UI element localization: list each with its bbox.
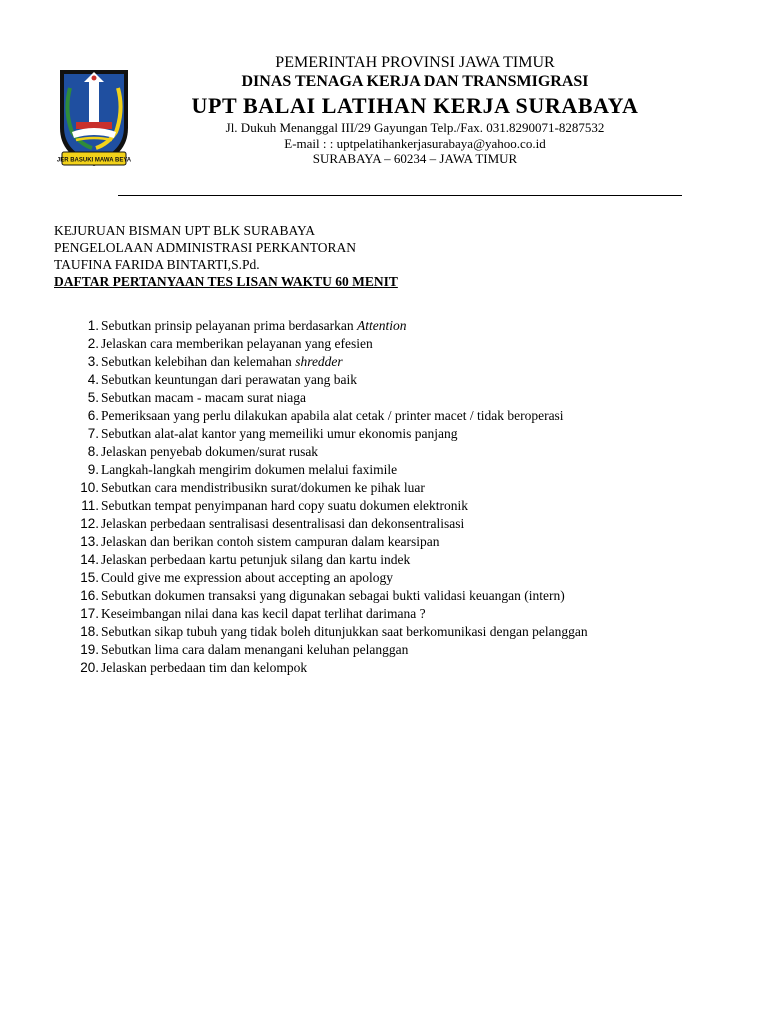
question-number: 13. bbox=[80, 534, 99, 549]
question-item bbox=[54, 515, 714, 533]
question-text-main: Keseimbangan nilai dana kas kecil dapat terlihat darimana ? bbox=[101, 606, 426, 621]
question-text-main: Jelaskan cara memberikan pelayanan yang efesien bbox=[101, 336, 373, 351]
question-item bbox=[54, 353, 714, 371]
question-number: 3. bbox=[87, 354, 99, 369]
question-text-main: Sebutkan cara mendistribusikn surat/dokumen ke pihak luar bbox=[101, 480, 425, 495]
question-number: 18. bbox=[80, 624, 99, 639]
question-text-main: Jelaskan penyebab dokumen/surat rusak bbox=[101, 444, 319, 459]
question-item bbox=[54, 659, 714, 677]
question-number: 7. bbox=[87, 426, 99, 441]
city-line: SURABAYA – 60234 – JAWA TIMUR bbox=[312, 151, 518, 166]
letterhead bbox=[140, 54, 690, 167]
question-number: 14. bbox=[80, 552, 99, 567]
question-text-main: Pemeriksaan yang perlu dilakukan apabila alat cetak / printer macet / tidak beroperasi bbox=[101, 408, 564, 423]
document-heading: DAFTAR PERTANYAAN TES LISAN WAKTU 60 MENIT bbox=[54, 274, 398, 289]
question-text-main: Jelaskan perbedaan sentralisasi desentralisasi dan dekonsentralisasi bbox=[101, 516, 465, 531]
question-text bbox=[101, 371, 714, 389]
institution-name: UPT BALAI LATIHAN KERJA SURABAYA bbox=[191, 93, 639, 118]
question-item bbox=[54, 371, 714, 389]
government-name: PEMERINTAH PROVINSI JAWA TIMUR bbox=[275, 54, 555, 71]
address-line: Jl. Dukuh Menanggal III/29 Gayungan Telp./Fax. 031.8290071-8287532 bbox=[225, 120, 605, 135]
question-text bbox=[101, 551, 714, 569]
question-term: Attention bbox=[357, 318, 407, 333]
question-number: 8. bbox=[87, 444, 99, 459]
question-text bbox=[101, 407, 714, 425]
question-text-main: Sebutkan macam - macam surat niaga bbox=[101, 390, 307, 405]
question-text-main: Sebutkan dokumen transaksi yang digunakan sebagai bukti validasi keuangan (intern) bbox=[101, 588, 565, 603]
question-item bbox=[54, 443, 714, 461]
department-line: KEJURUAN BISMAN UPT BLK SURABAYA bbox=[54, 223, 316, 238]
question-text-main: Could give me expression about accepting an apology bbox=[101, 570, 394, 585]
question-item bbox=[54, 623, 714, 641]
question-number: 16. bbox=[80, 588, 99, 603]
question-text-main: Jelaskan perbedaan tim dan kelompok bbox=[101, 660, 308, 675]
question-text-main: Jelaskan dan berikan contoh sistem campuran dalam kearsipan bbox=[101, 534, 440, 549]
question-item bbox=[54, 497, 714, 515]
question-item bbox=[54, 551, 714, 569]
question-number: 10. bbox=[80, 480, 99, 495]
header-divider bbox=[118, 195, 682, 196]
question-item bbox=[54, 587, 714, 605]
question-text-main: Sebutkan sikap tubuh yang tidak boleh ditunjukkan saat berkomunikasi dengan pelanggan bbox=[101, 624, 588, 639]
question-text bbox=[101, 353, 714, 371]
question-item bbox=[54, 407, 714, 425]
question-text-main: Langkah-langkah mengirim dokumen melalui faximile bbox=[101, 462, 398, 477]
question-number: 20. bbox=[80, 660, 99, 675]
question-number: 17. bbox=[80, 606, 99, 621]
question-term: shredder bbox=[295, 354, 343, 369]
question-text bbox=[101, 335, 714, 353]
question-item bbox=[54, 605, 714, 623]
question-number: 15. bbox=[80, 570, 99, 585]
crest-motto: JER BASUKI MAWA BEYA bbox=[56, 157, 132, 164]
question-item bbox=[54, 569, 714, 587]
question-item bbox=[54, 533, 714, 551]
question-text bbox=[101, 317, 714, 335]
question-item bbox=[54, 389, 714, 407]
question-text bbox=[101, 659, 714, 677]
question-text bbox=[101, 389, 714, 407]
department-name: DINAS TENAGA KERJA DAN TRANSMIGRASI bbox=[241, 73, 589, 90]
question-text bbox=[101, 569, 714, 587]
question-number: 12. bbox=[80, 516, 99, 531]
question-text bbox=[101, 443, 714, 461]
document-intro bbox=[54, 222, 398, 290]
question-text bbox=[101, 623, 714, 641]
question-item bbox=[54, 461, 714, 479]
question-item bbox=[54, 641, 714, 659]
question-text-main: Jelaskan perbedaan kartu petunjuk silang dan kartu indek bbox=[101, 552, 411, 567]
question-number: 5. bbox=[87, 390, 99, 405]
instructor-line: TAUFINA FARIDA BINTARTI,S.Pd. bbox=[54, 257, 260, 272]
question-number: 4. bbox=[87, 372, 99, 387]
question-text bbox=[101, 497, 714, 515]
question-item bbox=[54, 479, 714, 497]
question-text bbox=[101, 641, 714, 659]
question-text bbox=[101, 533, 714, 551]
question-text-main: Sebutkan kelebihan dan kelemahan bbox=[101, 354, 296, 369]
question-number: 19. bbox=[80, 642, 99, 657]
question-text-main: Sebutkan lima cara dalam menangani keluhan pelanggan bbox=[101, 642, 409, 657]
question-item bbox=[54, 425, 714, 443]
program-line: PENGELOLAAN ADMINISTRASI PERKANTORAN bbox=[54, 240, 357, 255]
question-number: 9. bbox=[87, 462, 99, 477]
question-text bbox=[101, 587, 714, 605]
question-text-main: Sebutkan tempat penyimpanan hard copy suatu dokumen elektronik bbox=[101, 498, 469, 513]
question-text-main: Sebutkan alat-alat kantor yang memeiliki umur ekonomis panjang bbox=[101, 426, 458, 441]
east-java-crest-icon bbox=[56, 66, 132, 170]
question-number: 2. bbox=[87, 336, 99, 351]
question-number: 1. bbox=[87, 318, 99, 333]
question-text-main: Sebutkan prinsip pelayanan prima berdasarkan bbox=[101, 318, 358, 333]
question-text bbox=[101, 515, 714, 533]
question-item bbox=[54, 335, 714, 353]
question-item bbox=[54, 317, 714, 335]
question-text bbox=[101, 425, 714, 443]
question-text-main: Sebutkan keuntungan dari perawatan yang baik bbox=[101, 372, 358, 387]
question-text bbox=[101, 479, 714, 497]
email-line: E-mail : : uptpelatihankerjasurabaya@yahoo.co.id bbox=[284, 136, 546, 151]
question-number: 6. bbox=[87, 408, 99, 423]
question-number: 11. bbox=[81, 498, 99, 513]
question-text bbox=[101, 605, 714, 623]
question-list bbox=[54, 317, 714, 677]
question-text bbox=[101, 461, 714, 479]
